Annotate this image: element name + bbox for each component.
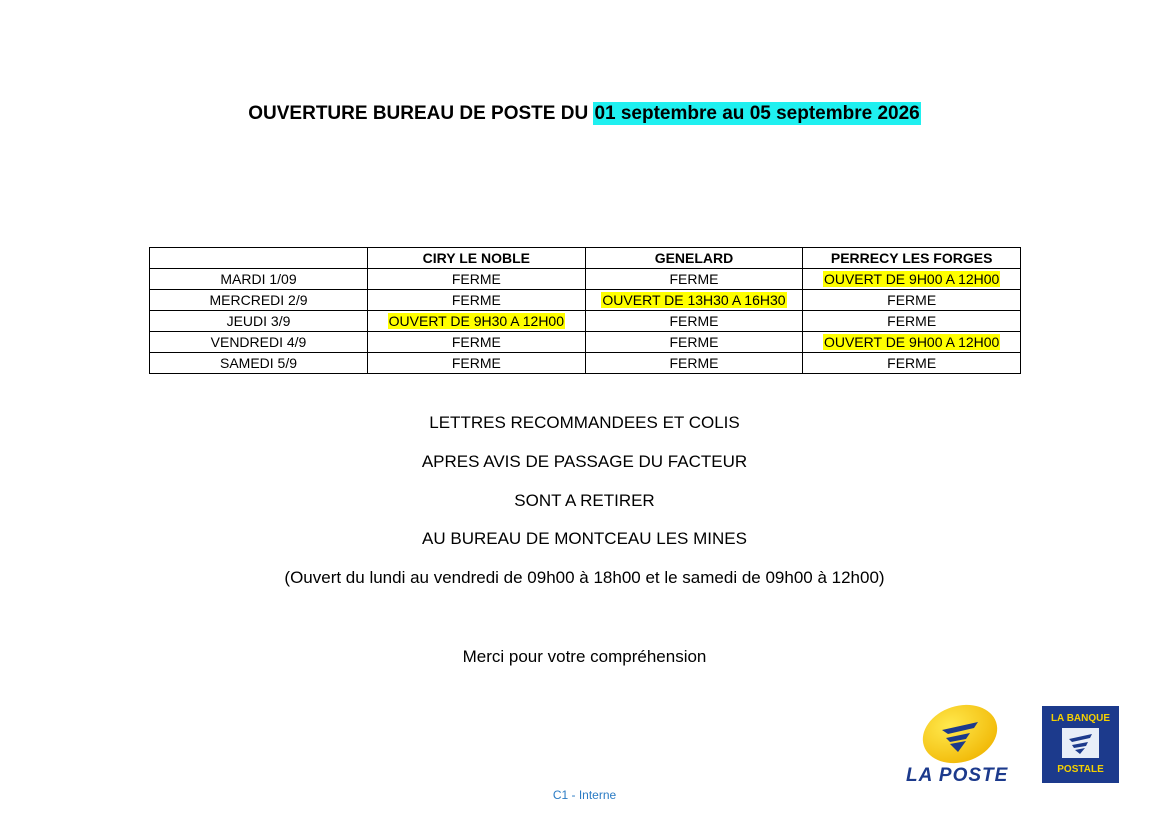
open-hours-text: OUVERT DE 13H30 A 16H30	[602, 292, 786, 308]
header-ciry-le-noble: CIRY LE NOBLE	[368, 248, 586, 269]
closed-text: FERME	[669, 334, 719, 350]
closed-text: FERME	[669, 355, 719, 371]
closed-text: FERME	[451, 271, 501, 287]
schedule-cell	[803, 332, 1021, 353]
table-row	[150, 290, 1021, 311]
day-cell: MERCREDI 2/9	[150, 290, 368, 311]
closed-text: FERME	[451, 355, 501, 371]
table-header-row	[150, 248, 1021, 269]
closed-text: FERME	[451, 292, 501, 308]
open-hours-text: OUVERT DE 9H00 A 12H00	[823, 334, 1000, 350]
info-line-3: SONT A RETIRER	[514, 491, 655, 510]
opening-schedule-table	[149, 247, 1021, 374]
schedule-cell	[803, 269, 1021, 290]
schedule-cell	[368, 332, 586, 353]
schedule-cell	[803, 290, 1021, 311]
header-day	[150, 248, 368, 269]
schedule-cell	[803, 311, 1021, 332]
schedule-cell	[585, 311, 803, 332]
closed-text: FERME	[451, 334, 501, 350]
header-perrecy-les-forges: PERRECY LES FORGES	[803, 248, 1021, 269]
table-body	[150, 269, 1021, 374]
schedule-cell	[368, 311, 586, 332]
day-cell: VENDREDI 4/9	[150, 332, 368, 353]
schedule-cell	[803, 353, 1021, 374]
page-title	[0, 100, 1169, 128]
day-cell: MARDI 1/09	[150, 269, 368, 290]
schedule-cell	[368, 353, 586, 374]
schedule-cell	[368, 290, 586, 311]
table-row	[150, 269, 1021, 290]
schedule-cell	[585, 290, 803, 311]
info-line-1: LETTRES RECOMMANDEES ET COLIS	[429, 413, 740, 432]
banque-postale-line-1: LA BANQUE	[1050, 713, 1111, 724]
document-classification: C1 - Interne	[552, 788, 617, 802]
closed-text: FERME	[669, 313, 719, 329]
info-line-4: AU BUREAU DE MONTCEAU LES MINES	[422, 529, 747, 548]
banque-postale-logo	[1042, 706, 1119, 783]
schedule-cell	[585, 353, 803, 374]
thanks-line: Merci pour votre compréhension	[462, 647, 707, 666]
table-row	[150, 332, 1021, 353]
title-dates: 01 septembre au 05 septembre 2026	[594, 103, 920, 124]
day-cell: JEUDI 3/9	[150, 311, 368, 332]
banque-postale-line-2: POSTALE	[1057, 764, 1104, 775]
la-poste-logo-text: LA POSTE	[906, 765, 1009, 786]
open-hours-text: OUVERT DE 9H00 A 12H00	[823, 271, 1000, 287]
table-row	[150, 311, 1021, 332]
header-genelard: GENELARD	[585, 248, 803, 269]
schedule-cell	[368, 269, 586, 290]
table-row	[150, 353, 1021, 374]
open-hours-text: OUVERT DE 9H30 A 12H00	[388, 313, 564, 329]
title-prefix: OUVERTURE BUREAU DE POSTE DU	[248, 103, 594, 124]
info-line-5: (Ouvert du lundi au vendredi de 09h00 à 18h00 et le samedi de 09h00 à 12h00)	[284, 568, 885, 587]
closed-text: FERME	[887, 355, 937, 371]
schedule-cell	[585, 269, 803, 290]
la-poste-logo	[900, 700, 1010, 788]
schedule-cell	[585, 332, 803, 353]
closed-text: FERME	[887, 292, 937, 308]
closed-text: FERME	[887, 313, 937, 329]
day-cell: SAMEDI 5/9	[150, 353, 368, 374]
info-line-2: APRES AVIS DE PASSAGE DU FACTEUR	[421, 452, 748, 471]
closed-text: FERME	[669, 271, 719, 287]
